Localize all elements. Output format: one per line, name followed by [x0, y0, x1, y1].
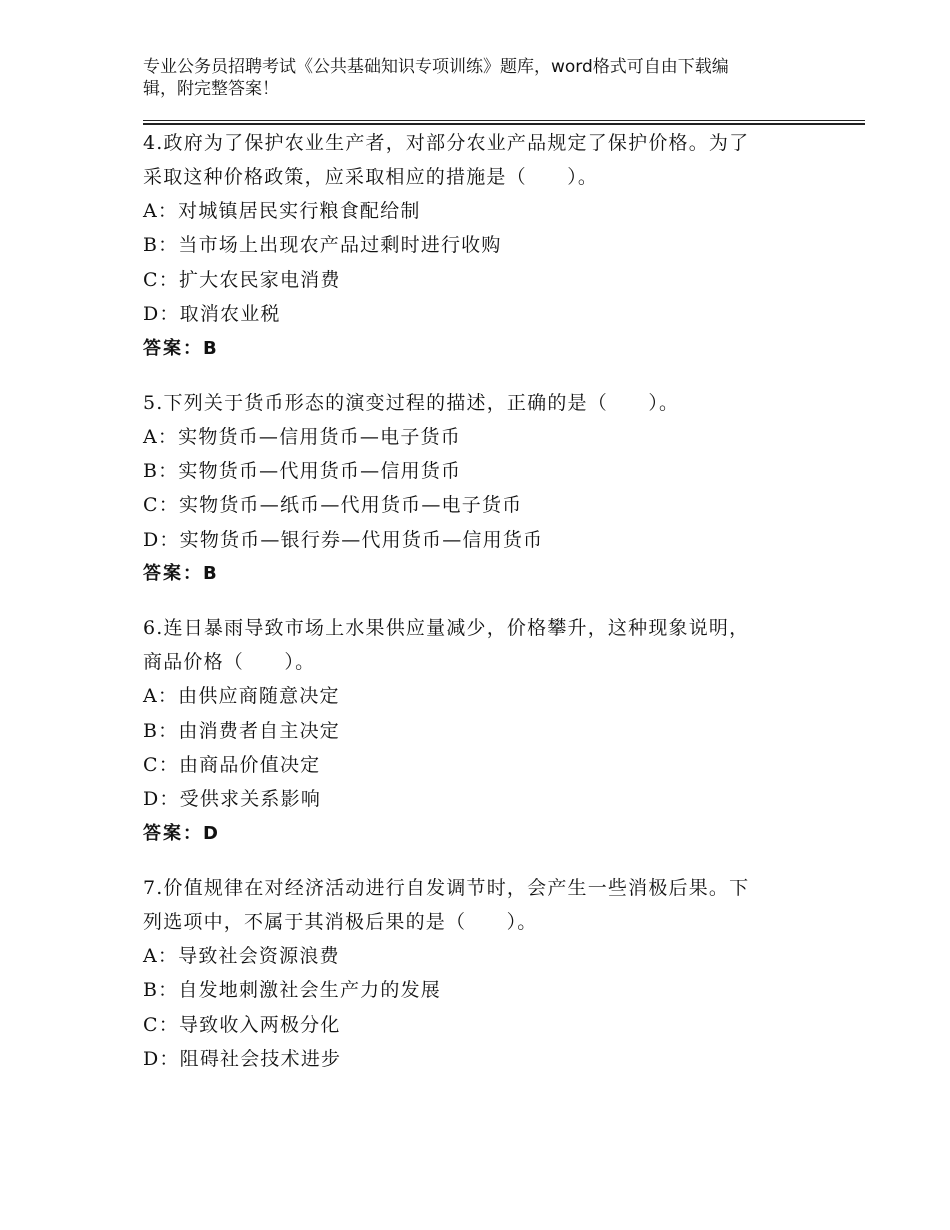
- question-list: [143, 126, 843, 1097]
- question-6: [143, 611, 843, 851]
- option-c: C：导致收入两极分化: [143, 1013, 341, 1036]
- question-stem-line: 采取这种价格政策，应采取相应的措施是（ ）。: [143, 166, 599, 188]
- answer-label: 答案：: [143, 337, 203, 359]
- answer: [143, 557, 843, 591]
- document-header: [143, 56, 803, 100]
- option-d: D：实物货币—银行券—代用货币—信用货币: [143, 528, 544, 551]
- question-stem-line: 7.价值规律在对经济活动进行自发调节时，会产生一些消极后果。下: [143, 876, 750, 899]
- option-c: C：扩大农民家电消费: [143, 268, 341, 291]
- answer-value: D: [203, 822, 218, 844]
- question-stem-line: 商品价格（ ）。: [143, 651, 316, 674]
- option-d: D：阻碍社会技术进步: [143, 1048, 342, 1071]
- answer-label: 答案：: [143, 822, 203, 844]
- option-a: A：实物货币—信用货币—电子货币: [143, 425, 461, 448]
- question-stem-line: 列选项中，不属于其消极后果的是（ ）。: [143, 910, 538, 933]
- answer-value: B: [203, 563, 217, 585]
- answer: [143, 817, 843, 851]
- question-7: [143, 871, 843, 1077]
- option-b: B：实物货币—代用货币—信用货币: [143, 460, 462, 483]
- option-b: B：当市场上出现农产品过剩时进行收购: [143, 234, 502, 257]
- option-c: C：实物货币—纸币—代用货币—电子货币: [143, 494, 523, 517]
- header-line-2: 辑，附完整答案！: [143, 79, 279, 99]
- option-a: A：由供应商随意决定: [143, 685, 340, 708]
- option-c: C：由商品价值决定: [143, 754, 321, 777]
- answer-label: 答案：: [143, 563, 203, 585]
- option-d: D：受供求关系影响: [143, 788, 322, 811]
- header-rule-thick: [143, 123, 865, 125]
- question-4: [143, 126, 843, 366]
- option-d: D：取消农业税: [143, 303, 281, 326]
- question-5: [143, 386, 843, 592]
- question-stem-line: 5.下列关于货币形态的演变过程的描述，正确的是（ ）。: [143, 391, 680, 414]
- header-rule-thin: [143, 120, 865, 121]
- question-stem-line: 4.政府为了保护农业生产者，对部分农业产品规定了保护价格。为了: [143, 132, 750, 154]
- answer: [143, 332, 843, 366]
- option-b: B：由消费者自主决定: [143, 719, 340, 742]
- header-line-1: 专业公务员招聘考试《公共基础知识专项训练》题库，word格式可自由下载编: [143, 57, 729, 77]
- question-stem-line: 6.连日暴雨导致市场上水果供应量减少，价格攀升，这种现象说明，: [143, 617, 750, 640]
- option-a: A：对城镇居民实行粮食配给制: [143, 200, 421, 222]
- option-b: B：自发地刺激社会生产力的发展: [143, 979, 441, 1002]
- answer-value: B: [203, 337, 217, 359]
- option-a: A：导致社会资源浪费: [143, 944, 340, 967]
